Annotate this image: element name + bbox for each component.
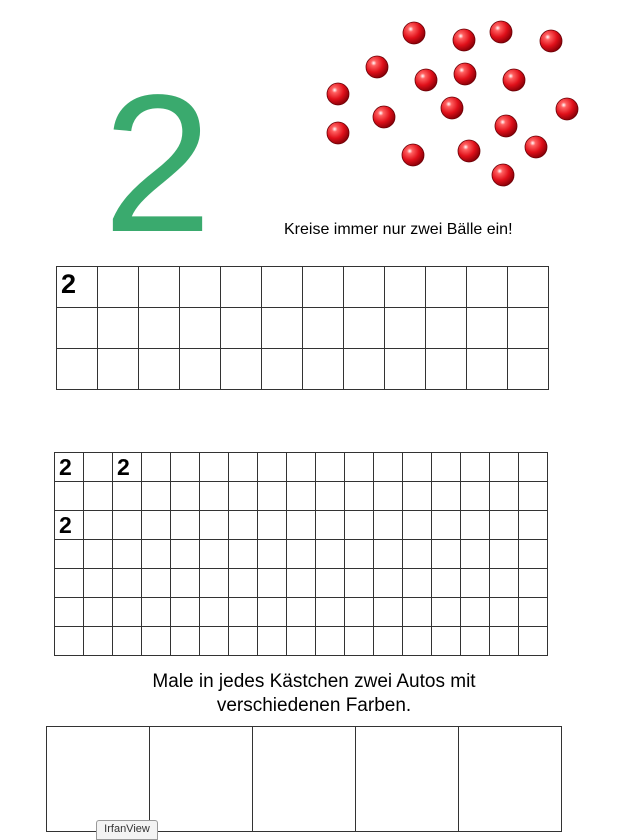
grid-cell — [403, 540, 432, 569]
red-ball — [525, 136, 547, 158]
grid-cell — [171, 453, 200, 482]
grid-row — [47, 727, 562, 832]
grid-cell — [171, 627, 200, 656]
grid-cell — [171, 511, 200, 540]
grid-cell — [113, 598, 142, 627]
grid-cell — [200, 511, 229, 540]
grid-cell — [519, 627, 548, 656]
grid-cell — [374, 511, 403, 540]
grid-cell — [432, 598, 461, 627]
grid-cell — [374, 453, 403, 482]
grid-cell — [180, 267, 221, 308]
grid-cell — [200, 598, 229, 627]
grid-cell — [490, 540, 519, 569]
grid-cell — [98, 308, 139, 349]
grid-cell — [490, 482, 519, 511]
grid-cell — [344, 267, 385, 308]
grid-cell — [221, 308, 262, 349]
grid-cell — [171, 482, 200, 511]
grid-cell — [57, 308, 98, 349]
grid-cell — [374, 482, 403, 511]
grid-cell — [461, 453, 490, 482]
grid-cell — [316, 598, 345, 627]
red-ball — [540, 30, 562, 52]
drawing-boxes — [46, 726, 562, 832]
grid-cell — [403, 598, 432, 627]
grid-cell — [385, 349, 426, 390]
grid-cell — [490, 627, 519, 656]
grid-cell — [113, 511, 142, 540]
grid-row — [55, 627, 548, 656]
grid-cell — [403, 482, 432, 511]
grid-cell — [142, 482, 171, 511]
red-ball — [415, 69, 437, 91]
grid-cell — [490, 569, 519, 598]
circle-instruction: Kreise immer nur zwei Bälle ein! — [284, 221, 513, 238]
grid-cell — [432, 511, 461, 540]
grid-cell — [142, 540, 171, 569]
grid-cell — [221, 267, 262, 308]
red-ball — [503, 69, 525, 91]
grid-cell — [84, 598, 113, 627]
grid-cell — [519, 453, 548, 482]
grid-cell — [98, 349, 139, 390]
red-ball — [492, 164, 514, 186]
grid-cell — [84, 569, 113, 598]
grid-cell — [258, 627, 287, 656]
red-ball — [454, 63, 476, 85]
grid-cell — [229, 598, 258, 627]
grid-cell — [139, 349, 180, 390]
grid-cell — [287, 569, 316, 598]
grid-cell — [345, 511, 374, 540]
grid-cell — [316, 453, 345, 482]
grid-cell — [55, 569, 84, 598]
grid-cell — [171, 598, 200, 627]
grid-cell — [142, 453, 171, 482]
grid-cell — [84, 627, 113, 656]
grid-cell — [519, 540, 548, 569]
grid-cell — [432, 627, 461, 656]
grid-cell — [57, 267, 98, 308]
grid-cell — [180, 349, 221, 390]
writing-grid-large — [56, 266, 549, 390]
grid-cell — [229, 511, 258, 540]
grid-cell — [139, 308, 180, 349]
grid-cell — [345, 627, 374, 656]
grid-cell — [303, 267, 344, 308]
grid-cell — [262, 308, 303, 349]
grid-cell — [345, 598, 374, 627]
grid-cell — [200, 569, 229, 598]
grid-cell — [113, 569, 142, 598]
red-ball — [453, 29, 475, 51]
red-ball — [366, 56, 388, 78]
red-ball — [327, 122, 349, 144]
writing-grid-small — [54, 452, 548, 656]
grid-row — [55, 453, 548, 482]
grid-cell — [374, 569, 403, 598]
grid-cell — [461, 482, 490, 511]
big-number-two: 2 — [103, 54, 213, 273]
red-ball — [327, 83, 349, 105]
grid-cell — [142, 627, 171, 656]
red-ball — [403, 22, 425, 44]
grid-cell — [426, 349, 467, 390]
grid-cell — [385, 308, 426, 349]
grid-cell — [316, 511, 345, 540]
grid-cell — [432, 482, 461, 511]
grid-row — [55, 482, 548, 511]
grid-cell — [432, 453, 461, 482]
grid-cell — [139, 267, 180, 308]
grid-cell — [258, 569, 287, 598]
grid-cell — [258, 540, 287, 569]
grid-cell — [508, 308, 549, 349]
grid-cell — [467, 267, 508, 308]
grid-cell — [432, 569, 461, 598]
grid-cell — [113, 482, 142, 511]
cars-instruction-line-1: Male in jedes Kästchen zwei Autos mit — [152, 671, 476, 692]
grid-cell — [316, 627, 345, 656]
red-ball — [441, 97, 463, 119]
grid-cell — [519, 598, 548, 627]
grid-cell — [55, 540, 84, 569]
grid-cell — [508, 267, 549, 308]
red-ball — [556, 98, 578, 120]
grid-cell — [519, 482, 548, 511]
grid-cell — [258, 598, 287, 627]
irfanview-taskbar-tab[interactable]: IrfanView — [96, 820, 158, 840]
grid-cell — [229, 482, 258, 511]
grid-cell — [356, 727, 459, 832]
grid-cell — [508, 349, 549, 390]
grid-cell — [200, 627, 229, 656]
grid-cell — [142, 569, 171, 598]
grid-cell — [467, 308, 508, 349]
grid-cell — [84, 453, 113, 482]
cars-instruction-line-2: verschiedenen Farben. — [216, 695, 412, 716]
grid-cell — [200, 453, 229, 482]
grid-cell — [55, 482, 84, 511]
sample-digit: 2 — [61, 269, 77, 299]
grid-cell — [461, 598, 490, 627]
grid-row — [57, 267, 549, 308]
red-ball — [458, 140, 480, 162]
grid-cell — [221, 349, 262, 390]
grid-cell — [459, 727, 562, 832]
grid-cell — [229, 627, 258, 656]
grid-cell — [47, 727, 150, 832]
grid-cell — [316, 569, 345, 598]
grid-cell — [200, 540, 229, 569]
red-ball — [373, 106, 395, 128]
grid-cell — [113, 453, 142, 482]
grid-cell — [287, 511, 316, 540]
grid-cell — [180, 308, 221, 349]
grid-cell — [345, 540, 374, 569]
grid-cell — [253, 727, 356, 832]
grid-cell — [519, 511, 548, 540]
grid-cell — [426, 267, 467, 308]
grid-cell — [55, 511, 84, 540]
grid-row — [55, 540, 548, 569]
grid-cell — [461, 627, 490, 656]
grid-cell — [142, 511, 171, 540]
grid-cell — [374, 540, 403, 569]
grid-cell — [57, 349, 98, 390]
grid-cell — [55, 453, 84, 482]
red-ball — [402, 144, 424, 166]
grid-cell — [287, 482, 316, 511]
grid-cell — [84, 540, 113, 569]
grid-cell — [229, 569, 258, 598]
grid-cell — [84, 482, 113, 511]
grid-cell — [258, 511, 287, 540]
grid-cell — [287, 453, 316, 482]
grid-row — [57, 308, 549, 349]
grid-cell — [403, 569, 432, 598]
grid-cell — [98, 267, 139, 308]
grid-cell — [345, 453, 374, 482]
grid-row — [55, 569, 548, 598]
grid-row — [57, 349, 549, 390]
grid-cell — [461, 569, 490, 598]
grid-cell — [229, 540, 258, 569]
grid-cell — [467, 349, 508, 390]
grid-cell — [287, 627, 316, 656]
grid-cell — [142, 598, 171, 627]
grid-cell — [287, 598, 316, 627]
grid-cell — [287, 540, 316, 569]
grid-cell — [461, 511, 490, 540]
grid-cell — [374, 598, 403, 627]
grid-cell — [426, 308, 467, 349]
grid-cell — [113, 540, 142, 569]
grid-cell — [303, 349, 344, 390]
grid-cell — [200, 482, 229, 511]
grid-cell — [374, 627, 403, 656]
red-ball — [495, 115, 517, 137]
grid-cell — [403, 511, 432, 540]
grid-cell — [262, 267, 303, 308]
sample-digit: 2 — [59, 454, 72, 480]
grid-cell — [258, 482, 287, 511]
grid-row — [55, 598, 548, 627]
grid-cell — [519, 569, 548, 598]
red-ball — [490, 21, 512, 43]
grid-cell — [262, 349, 303, 390]
grid-cell — [461, 540, 490, 569]
grid-cell — [171, 569, 200, 598]
grid-cell — [345, 569, 374, 598]
grid-cell — [258, 453, 287, 482]
grid-cell — [113, 627, 142, 656]
grid-cell — [385, 267, 426, 308]
grid-cell — [490, 511, 519, 540]
grid-cell — [150, 727, 253, 832]
sample-digit: 2 — [59, 512, 72, 538]
grid-cell — [84, 511, 113, 540]
grid-cell — [303, 308, 344, 349]
grid-cell — [345, 482, 374, 511]
grid-cell — [344, 349, 385, 390]
grid-cell — [403, 627, 432, 656]
grid-cell — [171, 540, 200, 569]
grid-cell — [432, 540, 461, 569]
grid-cell — [316, 540, 345, 569]
sample-digit: 2 — [117, 454, 130, 480]
grid-cell — [403, 453, 432, 482]
grid-cell — [55, 627, 84, 656]
cars-instruction — [0, 670, 628, 718]
grid-cell — [229, 453, 258, 482]
grid-cell — [490, 598, 519, 627]
grid-cell — [316, 482, 345, 511]
grid-cell — [490, 453, 519, 482]
grid-cell — [55, 598, 84, 627]
grid-cell — [344, 308, 385, 349]
grid-row — [55, 511, 548, 540]
